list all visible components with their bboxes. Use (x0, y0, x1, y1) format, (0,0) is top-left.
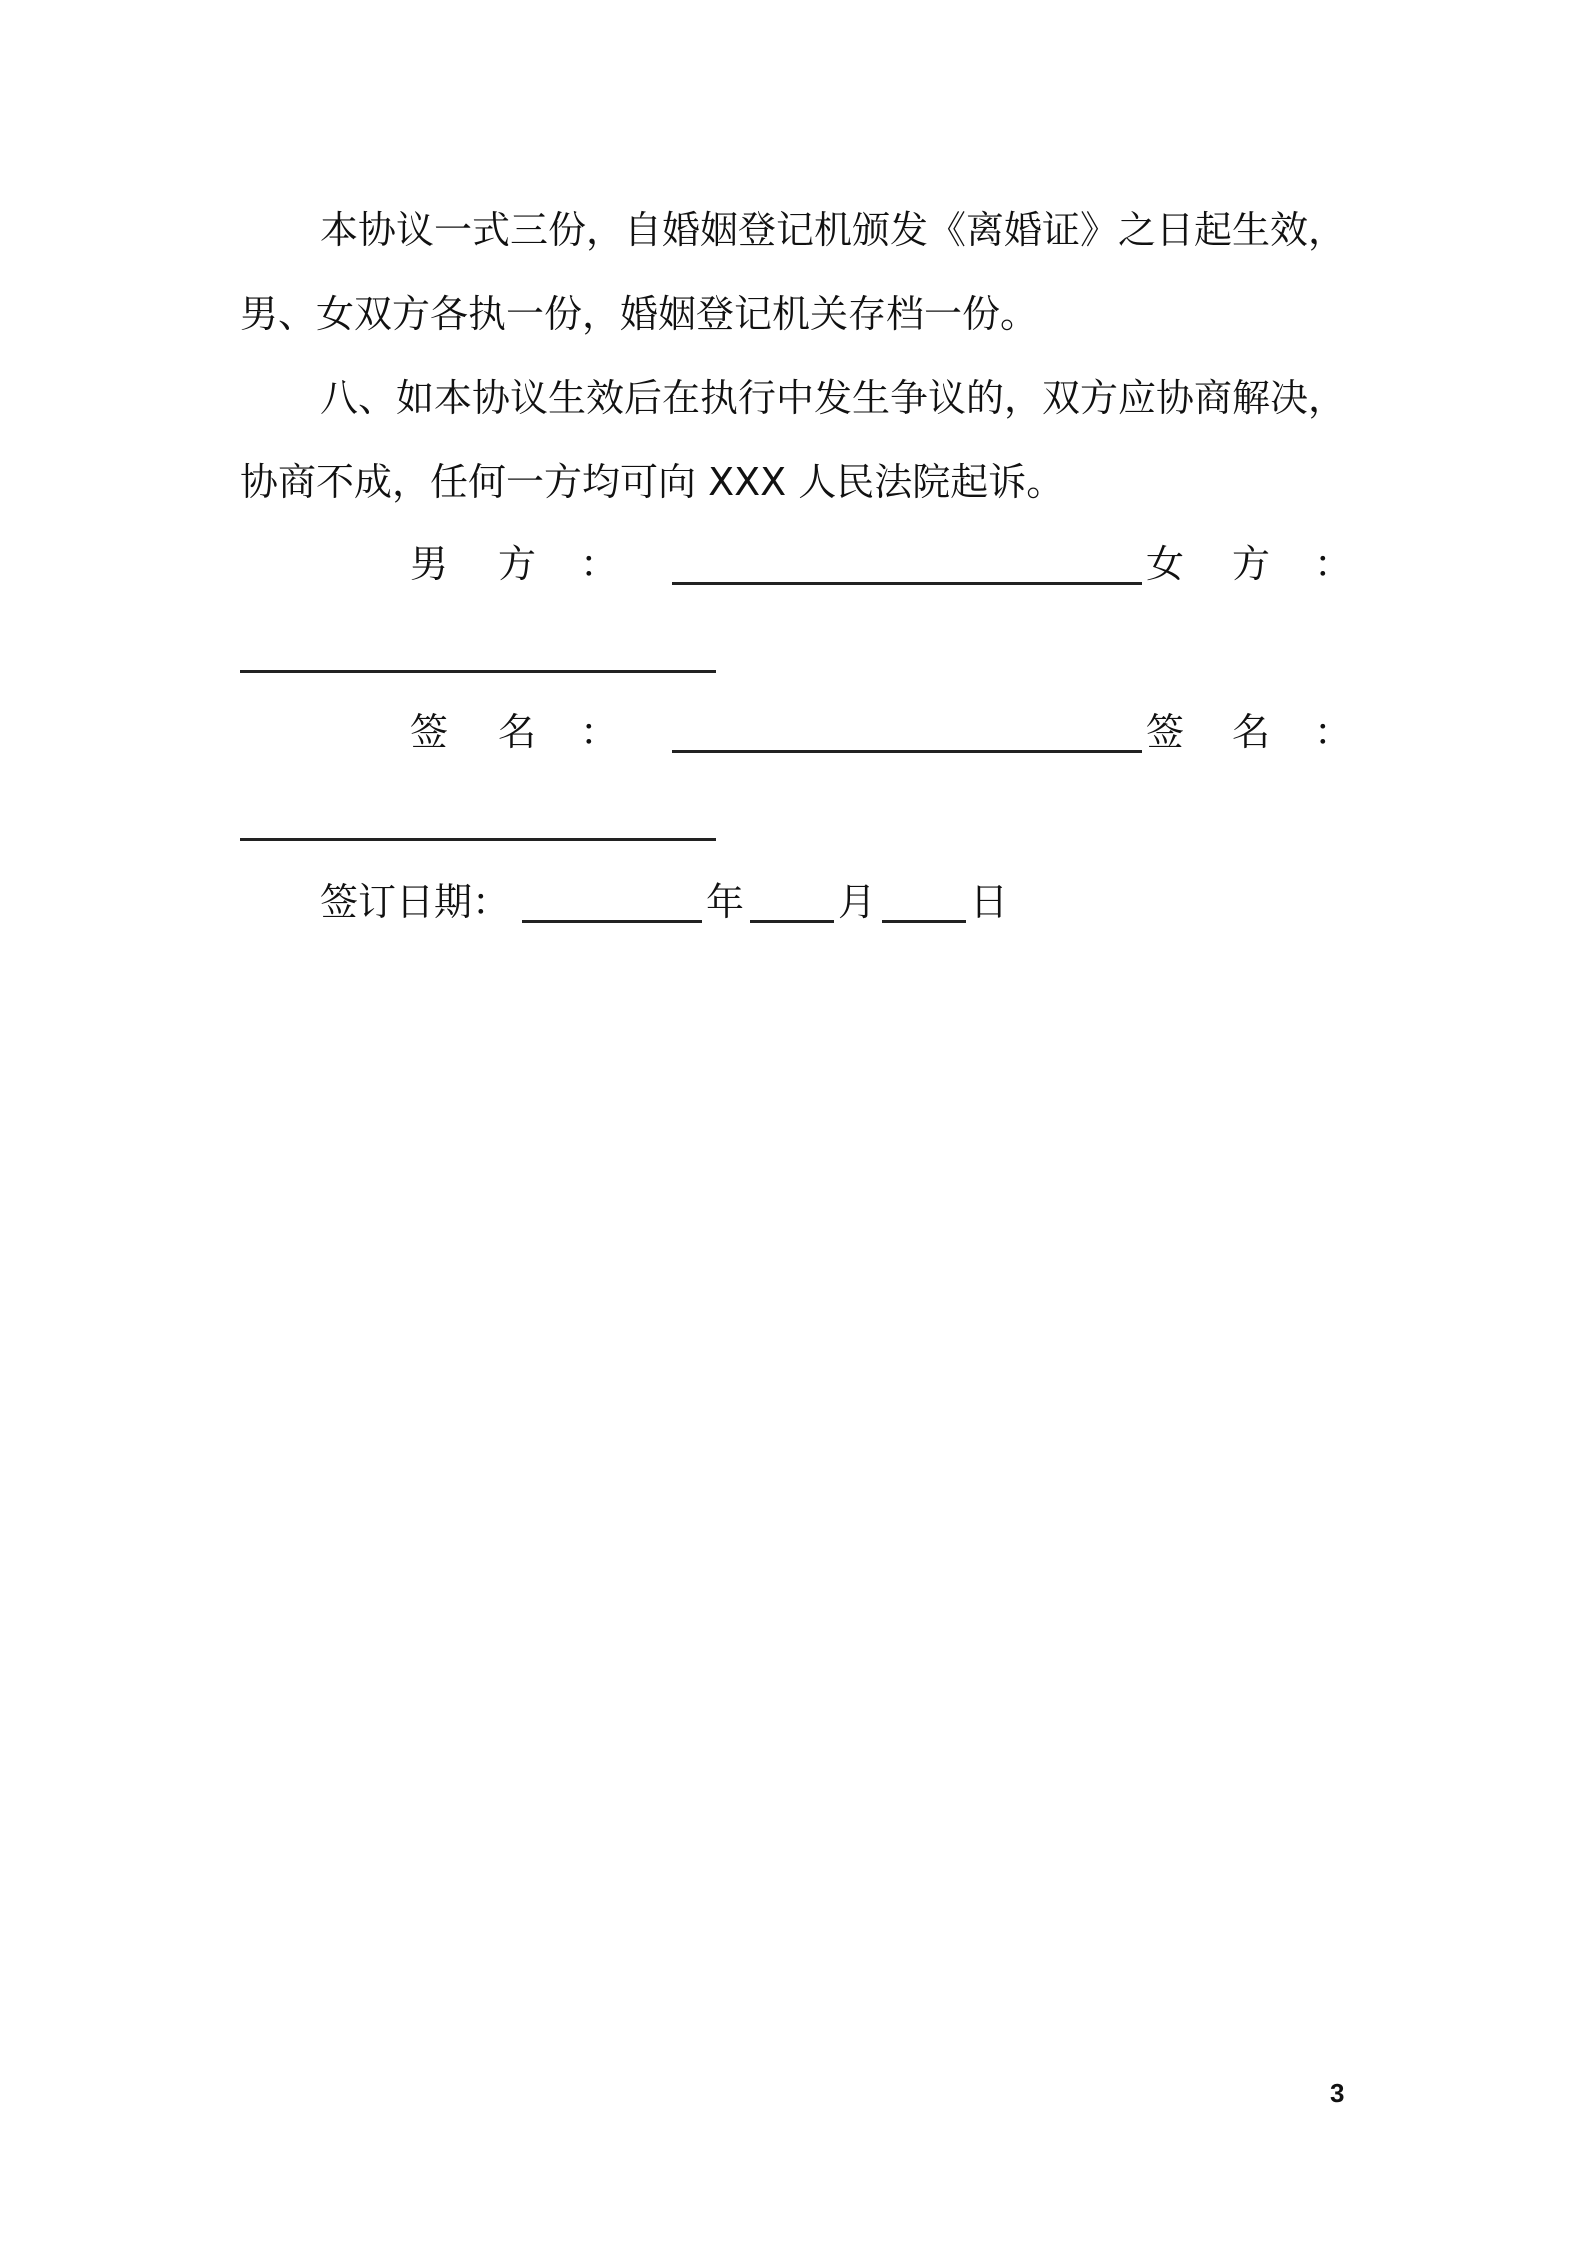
male-sign-label-char: 名 (498, 710, 537, 754)
male-colon: ： (580, 542, 619, 586)
page-number: 3 (1330, 2078, 1345, 2108)
female-label-char: 女 (1146, 542, 1185, 586)
female-signature-blank[interactable] (240, 838, 716, 841)
male-label-char: 男 (410, 542, 449, 586)
day-blank[interactable] (882, 920, 966, 923)
paragraph-line: 本协议一式三份，自婚姻登记机颁发《离婚证》之日起生效， (320, 208, 1347, 252)
male-label-char: 方 (498, 542, 537, 586)
date-label: 签订日期： (320, 880, 511, 924)
year-label: 年 (706, 880, 745, 924)
paragraph-line: 协商不成，任何一方均可向 XXX 人民法院起诉。 (240, 460, 1065, 504)
female-label-char: 方 (1232, 542, 1271, 586)
female-sign-label-char: 名 (1232, 710, 1271, 754)
day-label: 日 (970, 880, 1009, 924)
signature-row (240, 704, 1353, 760)
month-label: 月 (838, 880, 877, 924)
male-name-blank[interactable] (672, 582, 1142, 585)
female-name-blank[interactable] (240, 670, 716, 673)
month-blank[interactable] (750, 920, 834, 923)
party-name-row (240, 536, 1353, 592)
female-colon: ： (1314, 542, 1353, 586)
male-sign-label-char: 签 (410, 710, 449, 754)
male-sign-colon: ： (580, 710, 619, 754)
paragraph-line: 男、女双方各执一份，婚姻登记机关存档一份。 (240, 292, 1039, 336)
female-sign-colon: ： (1314, 710, 1353, 754)
year-blank[interactable] (522, 920, 702, 923)
female-sign-label-char: 签 (1146, 710, 1185, 754)
paragraph-line: 八、如本协议生效后在执行中发生争议的，双方应协商解决， (320, 376, 1347, 420)
male-signature-blank[interactable] (672, 750, 1142, 753)
